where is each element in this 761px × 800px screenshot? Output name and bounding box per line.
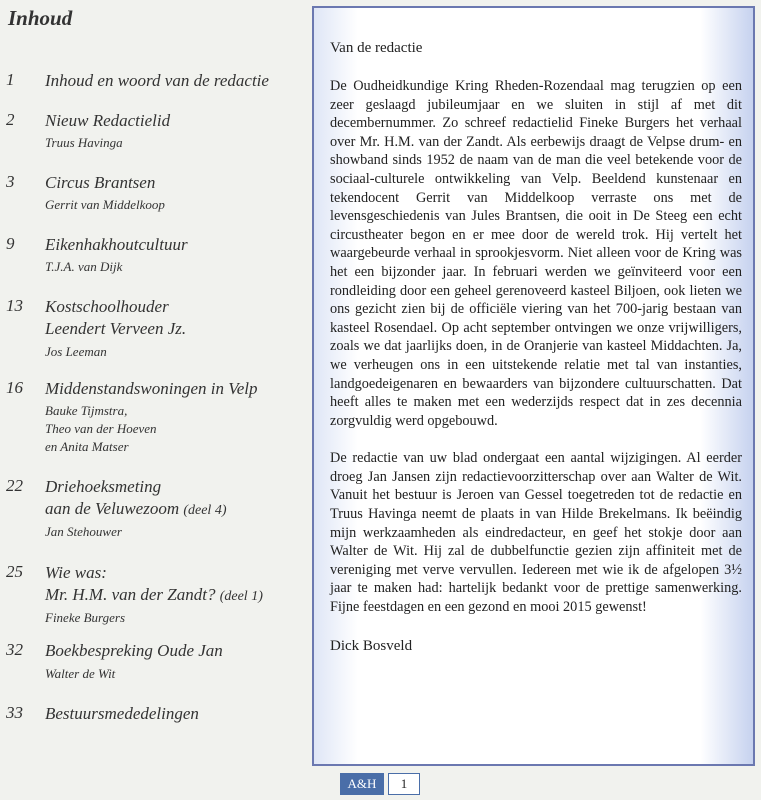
toc-page-number: 13 — [6, 296, 23, 315]
editorial-heading: Van de redactie — [330, 40, 423, 56]
toc-author: Jan Stehouwer — [45, 524, 122, 539]
page-number: 1 — [388, 773, 420, 795]
toc-page-number: 9 — [6, 234, 15, 253]
toc-title: Nieuw Redactielid — [45, 111, 171, 130]
editorial-paragraph: De Oudheidkundige Kring Rheden-Rozendaal mag terugzien op een zeer geslaagd jubileumjaar en we sluiten in stijl af met dit decembernummer. Zo schreef redactielid Fineke Burgers het verhaal over Mr. H.M. van der Zandt. Als eerbewijs draagt de Velpse drum- en showband sinds 1952 de naam van de man die veel betekende voor de sociaal-culturele ontwikkeling van Velp. Beeldend kunstenaar en tekendocent Gerrit van Middelkoop verraste ons met de levensgeschiedenis van Jules Brantsen, die ooit in De Steeg een echt circustheater begon en er mee door de wereld trok. Hij vertelt het waargebeurde verhaal in sprookjesvorm. Niet alleen voor de Kring was het een bijzonder jaar. In februari werden we geïnviteerd voor een rondleiding door een geheel gerenoveerd kasteel Biljoen, ook lieten we ons gezicht zien bij de officiële viering van het 700-jarig bestaan van kasteel Rosendael. Op acht september ontvingen we onze vrijwilligers, zoals we dat jaarlijks doen, in de Oranjerie van kasteel Middachten. Ja, we verheugen ons in een uitstekende relatie met tal van instanties, landgoedeigenaren en bewaarders van bijzondere cultuurschatten. Dat heeft alles te maken met een wederzijds respect dat in zes decennia zorgvuldig werd opgebouwd. — [330, 78, 742, 429]
toc-author: T.J.A. van Dijk — [45, 259, 123, 274]
editorial-paragraph: De redactie van uw blad ondergaat een aantal wijzigingen. Al eerder droeg Jan Jansen zijn redactievoorzitterschap over aan Walter de Wit. Vanuit het bestuur is Jeroen van Gessel toegetreden tot de redactie en Truus Havinga neemt de plaats in van Hilde Brekelmans. Ik beëindig mijn werkzaamheden als eindredacteur, en geef het stokje door aan Walter de Wit. Hij zal de dubbelfunctie gezien zijn affiniteit met de vereniging met verve vervullen. Iedereen met wie ik de afgelopen 3½ jaar te maken had: hartelijk bedankt voor de prettige samenwerking. Fijne feestdagen en een gezond en mooi 2015 gewenst! — [330, 450, 742, 616]
toc-page-number: 2 — [6, 110, 15, 129]
toc-author: Jos Leeman — [45, 344, 107, 359]
toc-page-number: 3 — [6, 172, 15, 191]
toc-title: Kostschoolhouder — [45, 297, 169, 316]
toc-page-number: 1 — [6, 70, 15, 89]
toc-author: Bauke Tijmstra, — [45, 403, 128, 418]
toc-author: Walter de Wit — [45, 666, 116, 681]
toc-page-number: 22 — [6, 476, 23, 495]
page-footer — [340, 773, 420, 795]
table-of-contents — [0, 0, 300, 770]
toc-title: Bestuursmededelingen — [45, 704, 199, 723]
editorial-signature: Dick Bosveld — [330, 637, 413, 654]
toc-part-label: (deel 1) — [219, 589, 263, 604]
toc-page-number: 16 — [6, 378, 23, 397]
toc-title-line2: Mr. H.M. van der Zandt? (deel 1) — [45, 585, 263, 604]
editorial-panel — [312, 6, 755, 766]
toc-title: Middenstandswoningen in Velp — [45, 379, 258, 398]
toc-title: Eikenhakhoutcultuur — [45, 235, 188, 254]
toc-title-line2: Leendert Verveen Jz. — [45, 319, 187, 338]
toc-title: Boekbespreking Oude Jan — [45, 641, 223, 660]
toc-author: Fineke Burgers — [45, 610, 126, 625]
toc-page-number: 32 — [6, 640, 23, 659]
toc-title: Circus Brantsen — [45, 173, 156, 192]
toc-title: Wie was: — [45, 563, 107, 582]
toc-author: en Anita Matser — [45, 439, 129, 454]
page-title: Inhoud — [8, 6, 73, 30]
toc-author: Truus Havinga — [45, 135, 123, 150]
toc-author: Theo van der Hoeven — [45, 421, 157, 436]
toc-page-number: 25 — [6, 562, 23, 581]
toc-title-line2: aan de Veluwezoom (deel 4) — [45, 499, 227, 518]
editorial-content — [330, 38, 742, 656]
toc-title: Driehoeksmeting — [45, 477, 162, 496]
toc-page-number: 33 — [6, 703, 23, 722]
toc-title: Inhoud en woord van de redactie — [45, 71, 269, 90]
toc-author: Gerrit van Middelkoop — [45, 197, 165, 212]
magazine-label: A&H — [340, 773, 384, 795]
toc-part-label: (deel 4) — [183, 503, 227, 518]
